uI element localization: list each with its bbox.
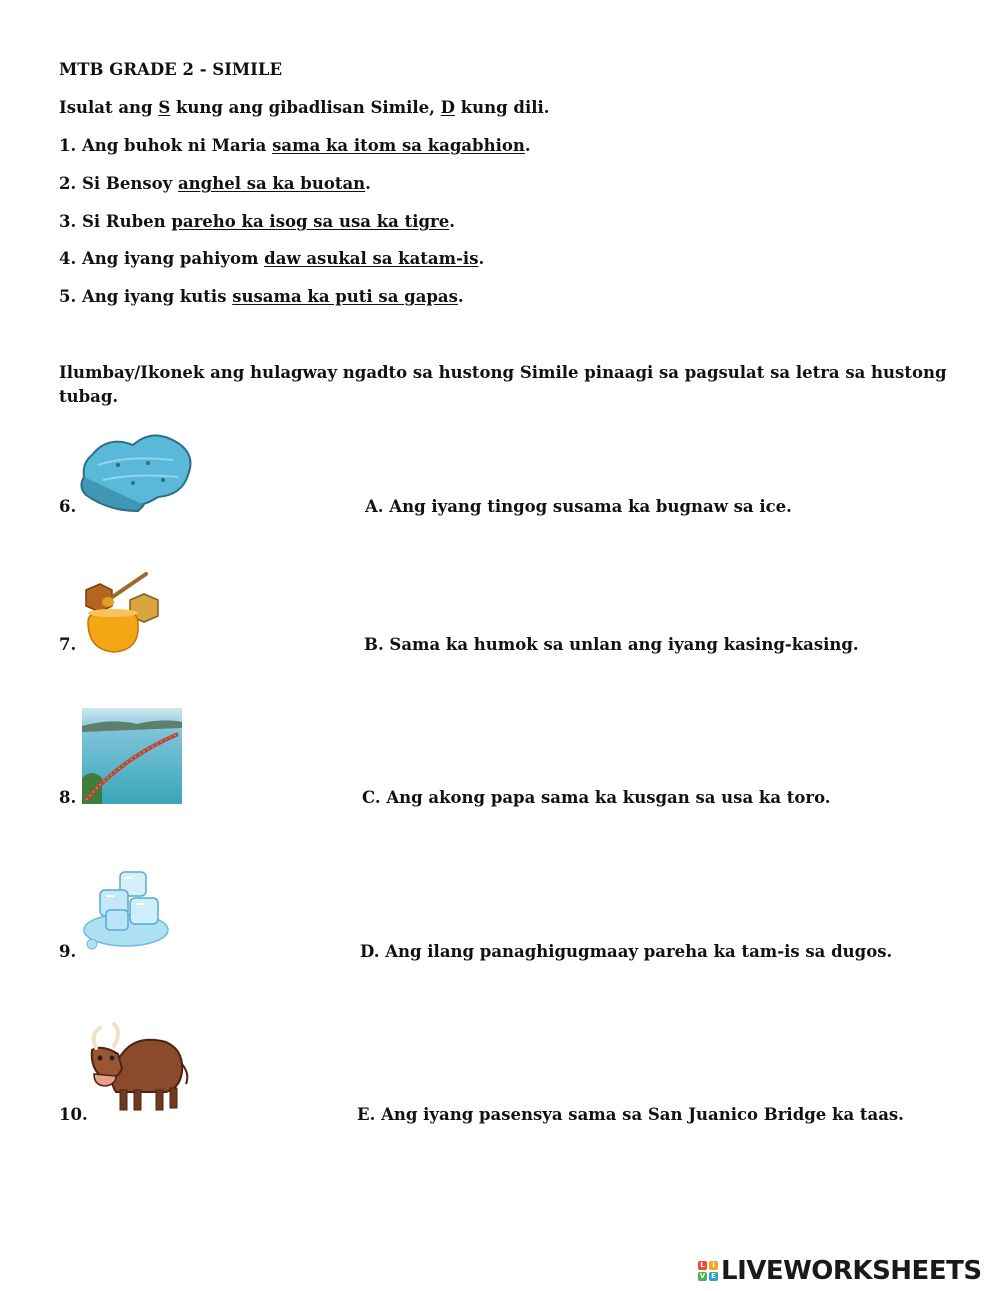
match-number: 6. [59, 497, 77, 516]
match-number: 9. [59, 942, 77, 961]
instruction-2-line-1: Ilumbay/Ikonek ang hulagway ngadto sa hustong Simile pinaagi sa pagsulat sa letra sa hustong [59, 363, 947, 382]
match-choice: A. Ang iyang tingog susama ka bugnaw sa ice. [365, 497, 792, 516]
bridge-image [82, 708, 182, 804]
instruction-1: Isulat ang S kung ang gibadlisan Simile, D kung dili. [59, 98, 550, 117]
match-choice: E. Ang iyang pasensya sama sa San Juanico Bridge ka taas. [357, 1105, 904, 1124]
honey-image [78, 570, 164, 656]
question-item: 4. Ang iyang pahiyom daw asukal sa katam-is. [59, 249, 485, 268]
logo-text: LIVEWORKSHEETS [721, 1256, 982, 1286]
page-title: MTB GRADE 2 - SIMILE [59, 60, 283, 79]
match-number: 10. [59, 1105, 88, 1124]
instruction-2-line-2: tubag. [59, 387, 119, 406]
question-item: 5. Ang iyang kutis susama ka puti sa gapas. [59, 287, 464, 306]
bull-image [86, 1014, 190, 1118]
question-item: 1. Ang buhok ni Maria sama ka itom sa kagabhion. [59, 136, 531, 155]
question-item: 2. Si Bensoy anghel sa ka buotan. [59, 174, 371, 193]
liveworksheets-logo [698, 1256, 982, 1286]
match-choice: C. Ang akong papa sama ka kusgan sa usa ka toro. [362, 788, 831, 807]
logo-mark-icon: L I V E [698, 1261, 718, 1281]
question-item: 3. Si Ruben pareho ka isog sa usa ka tigre. [59, 212, 455, 231]
match-number: 7. [59, 635, 77, 654]
ice-image [80, 864, 172, 956]
match-number: 8. [59, 788, 77, 807]
match-choice: B. Sama ka humok sa unlan ang iyang kasing-kasing. [364, 635, 859, 654]
match-choice: D. Ang ilang panaghigugmaay pareha ka tam-is sa dugos. [360, 942, 893, 961]
pillow-image [78, 425, 196, 515]
